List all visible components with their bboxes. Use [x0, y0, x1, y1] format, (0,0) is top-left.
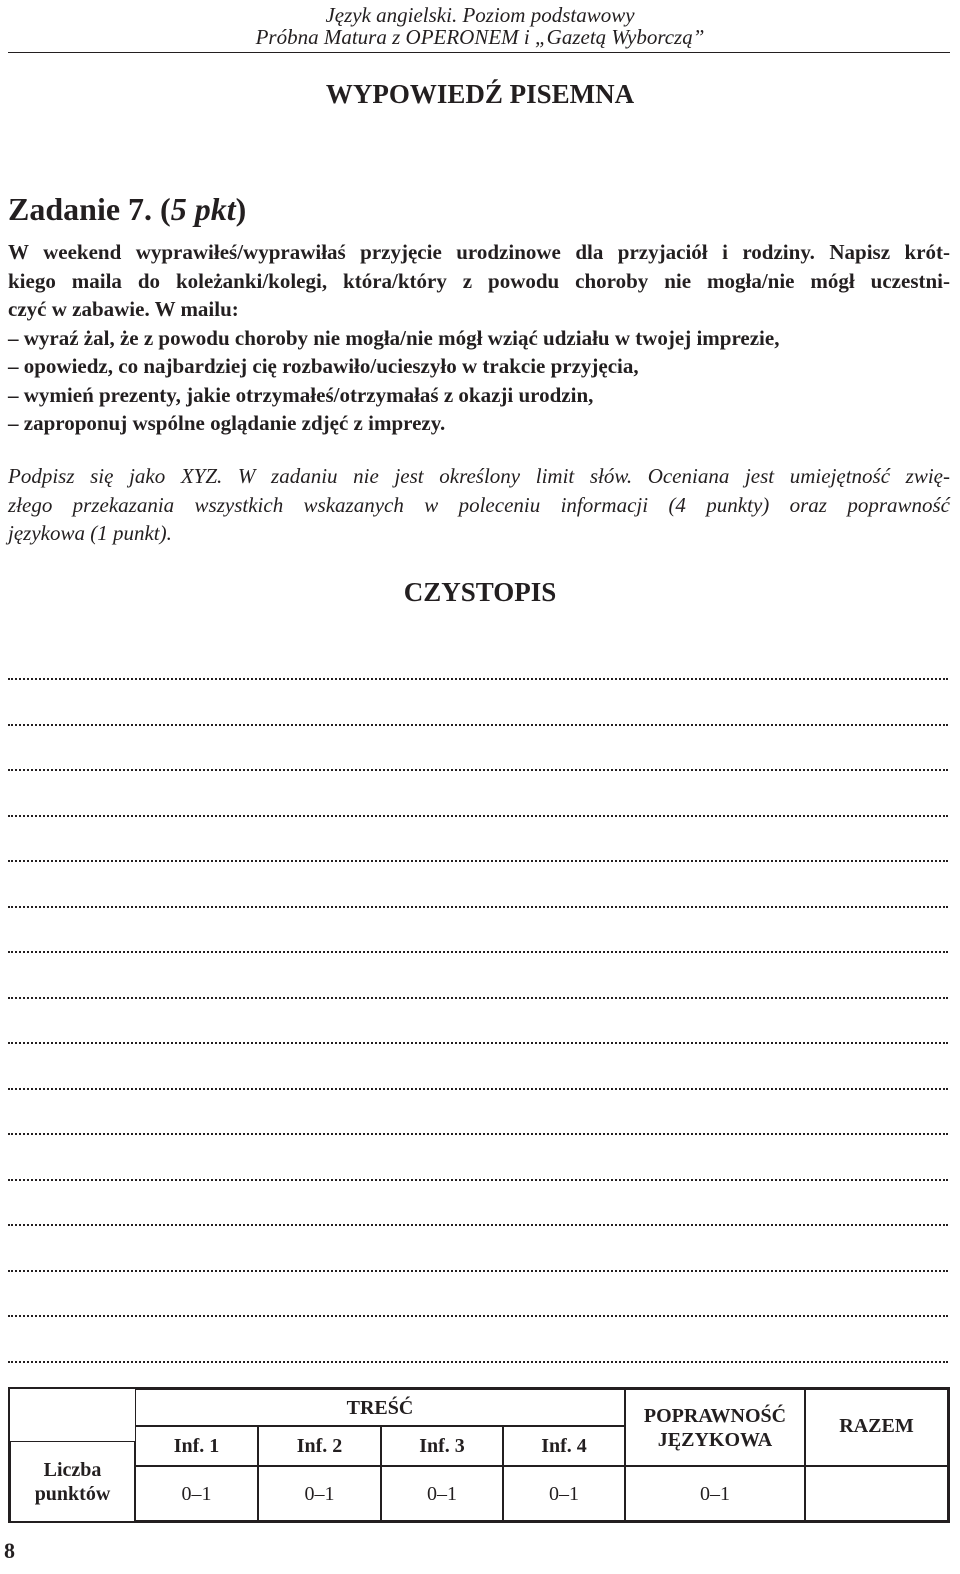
header-subject: Język angielski. Poziom podstawowy	[325, 3, 635, 27]
writing-line[interactable]	[8, 1315, 948, 1317]
writing-line[interactable]	[8, 860, 948, 862]
inf1-value: 0–1	[135, 1466, 258, 1521]
writing-line[interactable]	[8, 951, 948, 953]
bullet-item: – opowiedz, co najbardziej cię rozbawiło/ucieszyło w trakcie przyjęcia,	[8, 354, 639, 378]
writing-line[interactable]	[8, 1042, 948, 1044]
task-points: 5 pkt	[170, 191, 236, 227]
bullet-item: – wyraź żal, że z powodu choroby nie mogła/nie mógł wziąć udziału w twojej imprezie,	[8, 325, 780, 350]
writing-line[interactable]	[8, 997, 948, 999]
poprawnosc-value: 0–1	[625, 1466, 805, 1521]
header-divider	[8, 52, 950, 53]
writing-line[interactable]	[8, 906, 948, 908]
bullet-item: – zaproponuj wspólne oglądanie zdjęć z imprezy.	[8, 411, 446, 435]
inf2-header: Inf. 2	[258, 1426, 381, 1466]
inf4-value: 0–1	[503, 1466, 625, 1521]
grading-line: Podpisz się jako XYZ. W zadaniu nie jest określony limit słów. Oceniana jest umiejętność zwię-	[8, 464, 950, 488]
task-title	[8, 190, 246, 228]
razem-header: RAZEM	[805, 1389, 948, 1466]
poprawnosc-header: POPRAWNOŚĆ JĘZYKOWA	[625, 1389, 805, 1466]
writing-line[interactable]	[8, 1133, 948, 1135]
grading-line: złego przekazania wszystkich wskazanych w poleceniu informacji (4 punkty) oraz poprawność	[8, 492, 950, 517]
clean-copy-title: CZYSTOPIS	[403, 577, 557, 607]
inf3-header: Inf. 3	[381, 1426, 503, 1466]
inf4-header: Inf. 4	[503, 1426, 625, 1466]
writing-line[interactable]	[8, 1179, 948, 1181]
task-title-suffix: )	[235, 191, 247, 227]
row-label: Liczba punktów	[34, 1459, 111, 1505]
writing-line[interactable]	[8, 1361, 948, 1363]
writing-line[interactable]	[8, 1088, 948, 1090]
inf3-value: 0–1	[381, 1466, 503, 1521]
score-table	[8, 1387, 950, 1523]
writing-line[interactable]	[8, 1270, 948, 1272]
writing-line[interactable]	[8, 769, 948, 771]
row-label-cell	[10, 1441, 135, 1523]
bullet-item: – wymień prezenty, jakie otrzymałeś/otrzymałaś z okazji urodzin,	[8, 382, 594, 407]
writing-line[interactable]	[8, 815, 948, 817]
page-number: 8	[4, 1538, 15, 1563]
grading-instructions	[8, 462, 950, 548]
writing-line[interactable]	[8, 724, 948, 726]
section-title: WYPOWIEDŹ PISEMNA	[325, 79, 635, 109]
inf1-header: Inf. 1	[135, 1426, 258, 1466]
inf2-value: 0–1	[258, 1466, 381, 1521]
writing-line[interactable]	[8, 678, 948, 680]
intro-line: kiego maila do koleżanki/kolegi, która/który z powodu choroby nie mogła/nie mógł uczestni-	[8, 268, 950, 293]
writing-line[interactable]	[8, 1224, 948, 1226]
header-exam: Próbna Matura z OPERONEM i „Gazetą Wyborczą”	[255, 25, 705, 49]
intro-line: czyć w zabawie. W mailu:	[8, 297, 239, 321]
razem-value[interactable]	[805, 1466, 948, 1521]
grading-line: językowa (1 punkt).	[8, 521, 172, 545]
intro-line: W weekend wyprawiłeś/wyprawiłaś przyjęcie urodzinowe dla przyjaciół i rodziny. Napisz krót-	[8, 240, 950, 264]
tresc-header: TREŚĆ	[135, 1389, 625, 1426]
task-title-prefix: Zadanie 7. (	[8, 191, 171, 227]
task-instructions	[8, 238, 950, 438]
